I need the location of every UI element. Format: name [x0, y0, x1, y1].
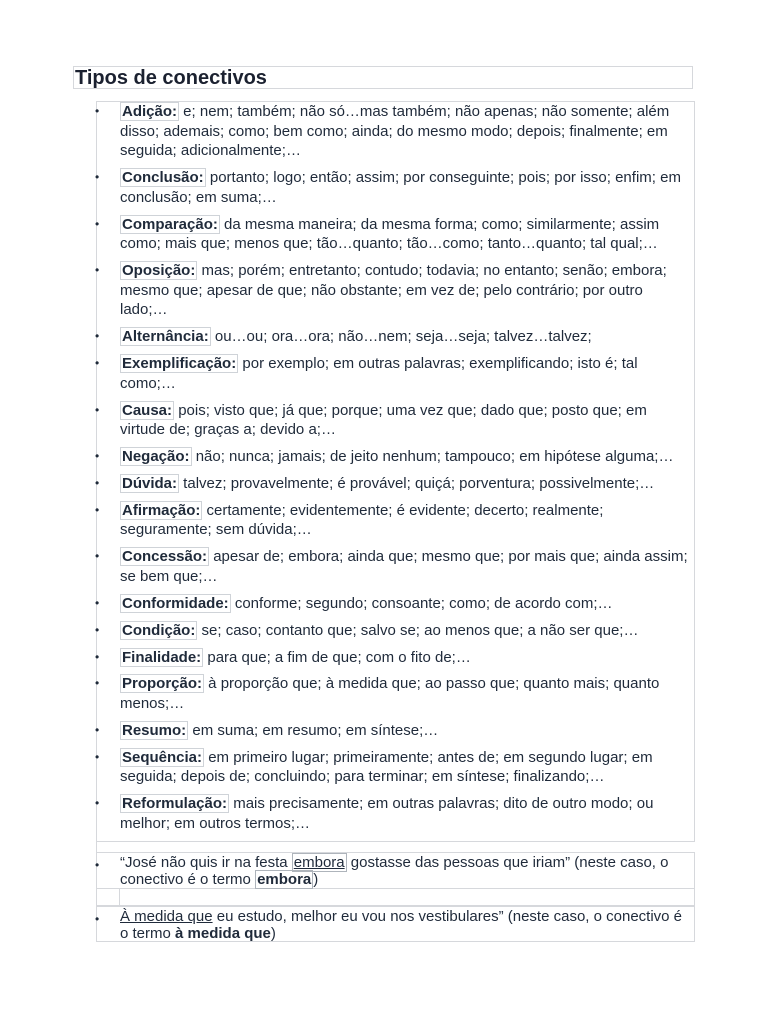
example-1-highlight: embora [293, 854, 345, 871]
bullet-icon: • [95, 170, 100, 185]
list-item [97, 327, 694, 347]
list-item [97, 447, 694, 467]
example-2 [96, 906, 695, 942]
example-2-post: ) [270, 925, 276, 942]
bullet-icon: • [95, 749, 100, 764]
connective-examples: conforme; segundo; consoante; como; de acordo com;… [230, 594, 613, 612]
bullet-icon: • [95, 796, 100, 811]
connective-examples: ou…ou; ora…ora; não…nem; seja…seja; talvez…talvez; [210, 328, 592, 346]
connective-term: Comparação: [122, 215, 218, 233]
connective-examples: para que; a fim de que; com o fito de;… [203, 648, 471, 666]
bullet-icon: • [95, 622, 100, 637]
list-item [97, 674, 694, 713]
connective-examples: não; nunca; jamais; de jeito nenhum; tampouco; em hipótese alguma;… [191, 447, 674, 465]
list-item [97, 547, 694, 586]
list-item [97, 748, 694, 787]
connective-term: Sequência: [122, 748, 203, 766]
bullet-icon: • [95, 676, 100, 691]
page-title: Tipos de conectivos [73, 66, 693, 89]
connective-examples: mas; porém; entretanto; contudo; todavia; no entanto; senão; embora; mesmo que; apesar de que; não obstante; em vez de; pelo contrário; por outro lado;… [120, 262, 667, 319]
example-1-bold: embora [257, 871, 312, 888]
bullet-icon: • [95, 595, 100, 610]
divider [96, 832, 97, 852]
connective-term: Causa: [122, 401, 173, 419]
list-item [97, 794, 694, 833]
connective-term: Oposição: [122, 262, 196, 280]
bullet-icon: • [95, 448, 100, 463]
example-1-pre: “José não quis ir na festa [120, 854, 292, 871]
bullet-icon: • [95, 104, 100, 118]
connective-term: Concessão: [122, 548, 208, 566]
connective-examples: por exemplo; em outras palavras; exemplificando; isto é; tal como;… [120, 355, 638, 392]
example-2-highlight: À medida que [120, 908, 213, 925]
connective-term: Reformulação: [122, 795, 228, 813]
bullet-icon: • [95, 722, 100, 737]
bullet-icon: • [95, 263, 100, 278]
connective-examples: da mesma maneira; da mesma forma; como; similarmente; assim como; mais que; menos que; tão…quanto; tão…como; tanto…quanto; tal qual;… [120, 215, 660, 253]
list-item [97, 594, 694, 614]
list-item [97, 401, 694, 440]
list-item [97, 621, 694, 641]
connective-term: Finalidade: [122, 648, 202, 666]
connective-term: Conclusão: [122, 169, 204, 187]
connective-examples: talvez; provavelmente; é provável; quiçá; porventura; possivelmente;… [179, 474, 655, 492]
connective-examples: mais precisamente; em outras palavras; dito de outro modo; ou melhor; em outros termos;… [120, 795, 654, 832]
list-item [97, 354, 694, 393]
list-item [97, 501, 694, 540]
connective-term: Conformidade: [122, 594, 229, 612]
example-1 [96, 852, 695, 889]
list-item [97, 261, 694, 320]
list-item [97, 215, 694, 254]
example-1-mid: gostasse das pessoas que iriam” (neste caso, o conectivo é o termo [120, 854, 669, 888]
connective-term: Dúvida: [122, 474, 178, 492]
list-item [97, 474, 694, 494]
connective-examples: à proporção que; à medida que; ao passo que; quanto mais; quanto menos;… [120, 675, 660, 712]
connectives-list-box [96, 101, 695, 842]
list-item [97, 102, 694, 161]
connective-term: Negação: [122, 447, 190, 465]
bullet-icon: • [95, 216, 100, 231]
example-2-mid: eu estudo, melhor eu vou nos vestibulares” (neste caso, o conectivo é o termo [120, 908, 683, 942]
connective-term: Condição: [122, 621, 196, 639]
bullet-icon: • [95, 858, 100, 872]
connective-examples: em primeiro lugar; primeiramente; antes de; em segundo lugar; em seguida; depois de; concluindo; para terminar; em síntese; finalizando;… [120, 748, 653, 786]
bullet-icon: • [95, 502, 100, 517]
connective-term: Resumo: [122, 721, 187, 739]
example-2-bold: à medida que [175, 925, 271, 942]
list-item [97, 721, 694, 741]
connective-term: Alternância: [122, 328, 209, 346]
connectives-list [97, 102, 694, 833]
bullet-icon: • [95, 475, 100, 490]
connective-examples: certamente; evidentemente; é evidente; decerto; realmente; seguramente; sem dúvida;… [120, 501, 604, 539]
bullet-icon: • [95, 649, 100, 664]
bullet-icon: • [95, 356, 100, 371]
connective-term: Exemplificação: [122, 355, 237, 373]
example-1-post: ) [313, 871, 319, 888]
spacer-row [96, 889, 695, 906]
bullet-icon: • [95, 402, 100, 417]
connective-examples: e; nem; também; não só…mas também; não apenas; não somente; além disso; ademais; como; bem como; ainda; do mesmo modo; depois; finalmente; em seguida; adicionalmente;… [120, 103, 670, 160]
connective-examples: apesar de; embora; ainda que; mesmo que; por mais que; ainda assim; se bem que;… [120, 548, 688, 585]
connective-examples: portanto; logo; então; assim; por conseguinte; pois; por isso; enfim; em conclusão; em suma;… [120, 169, 681, 206]
connective-term: Adição: [122, 103, 178, 120]
connective-term: Proporção: [122, 675, 203, 693]
connective-term: Afirmação: [122, 501, 201, 519]
connective-examples: se; caso; contanto que; salvo se; ao menos que; a não ser que;… [197, 621, 639, 639]
bullet-icon: • [95, 329, 100, 344]
list-item [97, 168, 694, 207]
list-item [97, 648, 694, 668]
connective-examples: em suma; em resumo; em síntese;… [188, 721, 439, 739]
connective-examples: pois; visto que; já que; porque; uma vez que; dado que; posto que; em virtude de; graças a; devido a;… [120, 401, 647, 439]
bullet-icon: • [95, 912, 100, 926]
bullet-icon: • [95, 549, 100, 564]
